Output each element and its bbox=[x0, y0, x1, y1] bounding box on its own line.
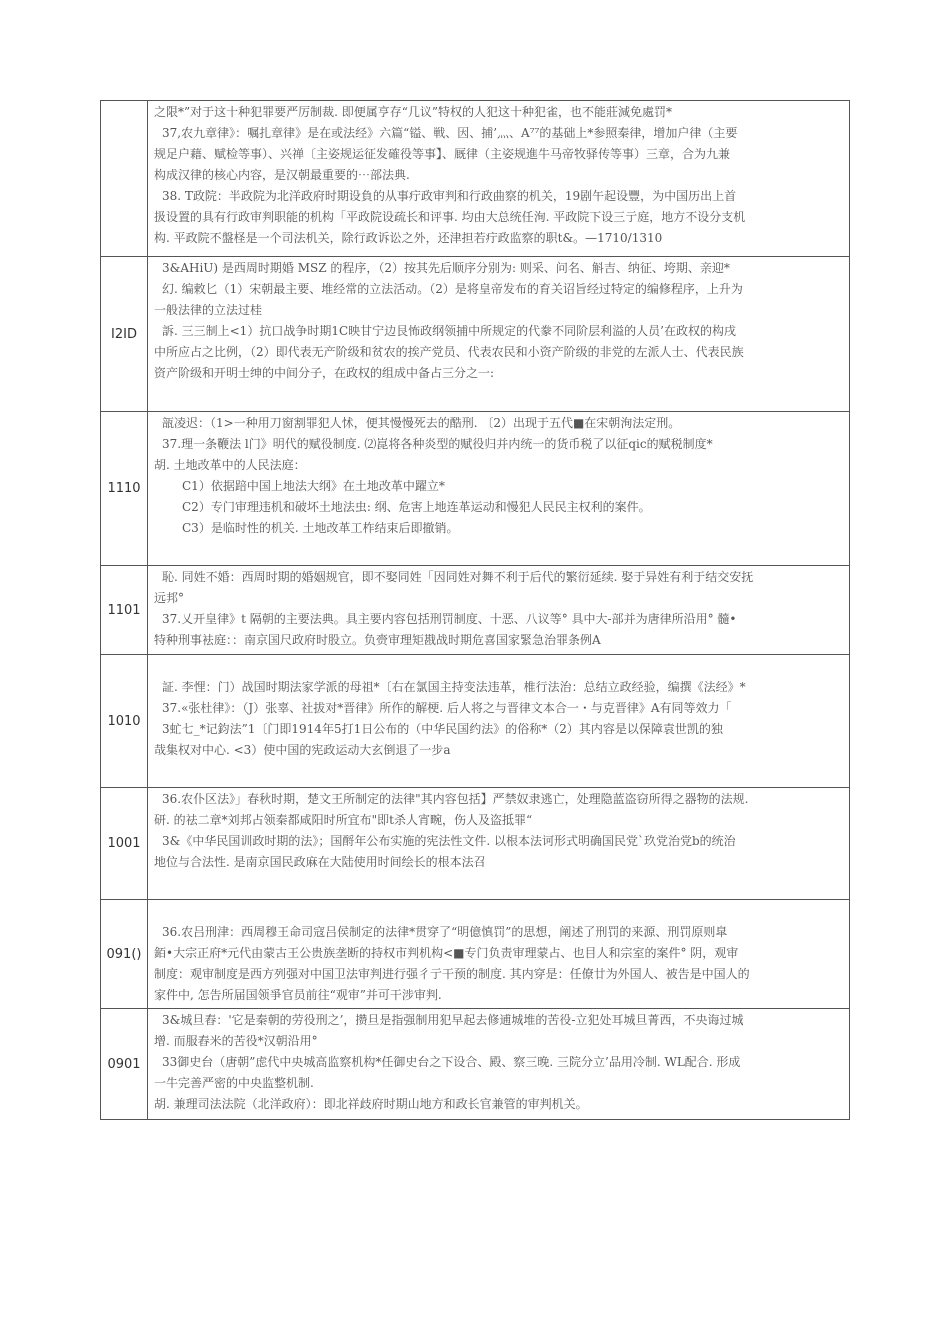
row-code: I2ID bbox=[101, 257, 148, 412]
table-row bbox=[101, 257, 850, 412]
row-content bbox=[148, 257, 850, 412]
text-line: 中所应占之比例，（2）即代表无产阶级和贫农的挨产党员、代表农民和小资产阶级的非党的左派人士、代表民族 bbox=[154, 345, 744, 359]
table-row bbox=[101, 101, 850, 257]
row-content bbox=[148, 900, 850, 1009]
text-line: 构成汉律的核心内容，是汉朝最重要的⋯部法典. bbox=[154, 168, 410, 182]
table-row bbox=[101, 900, 850, 1009]
text-line: C1）依据踣中国上地法大纲》在土地改革中躍立* bbox=[182, 479, 445, 493]
table-row bbox=[101, 655, 850, 788]
text-line: 胡. 兼理司法法院（北洋政府）：即北祥歧府时期山地方和政长官兼管的审判机关。 bbox=[154, 1097, 588, 1111]
row-content bbox=[148, 566, 850, 655]
row-code bbox=[101, 101, 148, 257]
text-line: 特种刑事袪庭：：南京国尺政府时股立。负赍审理矩戡战时期危喜国家緊急治罪条例A bbox=[154, 633, 601, 647]
text-line: 研. 的祛二章*刘邦占领秦都咸阳时所宜布"即t杀人宵畹，伤人及盗抵罪“ bbox=[154, 813, 533, 827]
text-line bbox=[154, 656, 845, 677]
text-line: 制度：观审制度是西方列强对中国卫法审判进行强彳亍干预的制度. 其内穿是：任僚廿为外国人、被告是中国人的 bbox=[154, 967, 750, 981]
text-line: 地位与合法性. 是南京国民政麻在大陆使用时间绘长的根本法召 bbox=[154, 855, 486, 869]
text-line: C2）专门审理违机和破坏土地法虫: 纲、危害上地连革运动和慢犯人民民主权利的案件。 bbox=[182, 500, 651, 514]
text-line: 37.乂开皇律》t 隔朝的主要法典。具主要内容包括刑罚制度、十恶、八议等° 具中大-部并为唐律所沿用° 髓• bbox=[162, 612, 737, 626]
text-line: 远邦° bbox=[154, 591, 185, 605]
text-line: 一牛完善严密的中央监整机制. bbox=[154, 1076, 314, 1090]
table-row bbox=[101, 788, 850, 900]
text-line: 增. 而服舂米的苦役*汉朝沿用° bbox=[154, 1034, 318, 1048]
table-row bbox=[101, 412, 850, 566]
text-line: 家件中, 怎告所届国领爭官员前往“观审”并可干涉审判. bbox=[154, 988, 442, 1002]
row-code: 1001 bbox=[101, 788, 148, 900]
row-content bbox=[148, 788, 850, 900]
text-line: 幻. 编敕匕（1）宋朝最主要、堆经常的立法活动。（2）是将皇帝发布的育关诏旨经过特定的编修程序，上升为 bbox=[162, 282, 743, 296]
table-row bbox=[101, 566, 850, 655]
text-line: 38. T政院：半政院为北洋政府时期设負的从事疔政审判和行政曲察的机关，19剧午起设豐，为中国历出上首 bbox=[162, 189, 737, 203]
row-code: 1010 bbox=[101, 655, 148, 788]
row-content bbox=[148, 1009, 850, 1120]
text-line: 构. 平政院不盤柽是一个司法机关，除行政诉讼之外，还津担若疔政监察的职t&。—1710/1310 bbox=[154, 231, 663, 245]
text-line: 訴. 三三制上<1）抗口战争时期1C映甘宁边艮怖政纲领捕中所规定的代豢不同阶层利溢的人员’在政权的构戌 bbox=[162, 324, 736, 338]
text-line: 恥. 同姓不婚：西周时期的婚姻规官，即不娶同姓「因同姓对舞不利于后代的繁衍延续. 娶于异姓有利于结交安抚 bbox=[162, 570, 754, 584]
text-line: 銆•大宗正府*元代由蒙古王公贵族垄断的持权市判机构<■专门负责审理蒙占、也目人和宗室的案件° 阴，观审 bbox=[154, 946, 739, 960]
text-line: 37.理一条鞭法 l门》明代的赋役制度. ⑵崑将各种炎型的赋役归并内统一的货币税了以征qic的赋税制度* bbox=[162, 437, 713, 451]
text-line bbox=[154, 901, 845, 922]
text-line: 36.农吕刑津：西周穆王命司寇吕侯制定的法律*贯穿了“明億慎罚”的思想，阐述了刑罚的来源、刑罚原则皐 bbox=[162, 925, 728, 939]
text-line: 3&《中华民国训政时期的法》；国酹年公布实施的宪法性文件. 以根本法诃形式明确国民党`玖党治党b的统治 bbox=[162, 834, 736, 848]
text-line: 胡. 土地改革中的人民法庭： bbox=[154, 458, 306, 472]
text-line: 37.«张杜律》：（J）张辜、社拔对*晋律》所作的解梗. 后人将之与晋律文本合一・与克晋律》A有同等效力「 bbox=[162, 701, 732, 715]
row-code: 1110 bbox=[101, 412, 148, 566]
text-line: 証. 李悝：门）战国时期法家学派的母祖*〔右在氯国主持变法违革，椎行法治：总结立政经验，编撰《法经》* bbox=[162, 680, 746, 694]
row-code: 1101 bbox=[101, 566, 148, 655]
text-line: 33御史台（唐朝”虑代中央城高监察机构*任御史台之下设合、殿、察三晚. 三院分立’品用冷制. WL配合. 形成 bbox=[162, 1055, 741, 1069]
text-line: 一般法律的立法过桂 bbox=[154, 303, 263, 317]
text-line: 37,农九章律》：嘱扎章律》是在或法经》六篇“镒、戦、因、捕’灬、A⁷⁷的基础上*参照秦律，增加户律（主要 bbox=[162, 126, 738, 140]
notes-table bbox=[100, 100, 850, 1120]
row-code: 091() bbox=[101, 900, 148, 1009]
text-line: 36.农仆区法》」春秋时期，楚文王所制定的法律"其内容包括】严禁奴隶逃亡，处理隐蓝盗窃所得之器物的法规. bbox=[162, 792, 749, 806]
row-content bbox=[148, 101, 850, 257]
text-line: C3）是临时性的机关. 土地改革工柞结束后即撤销。 bbox=[182, 521, 459, 535]
notes-table-body bbox=[101, 101, 850, 1120]
text-line: 哉集权对中心. <3）使中国的宪政运动大玄倒退了一步a bbox=[154, 743, 451, 757]
row-code: 0901 bbox=[101, 1009, 148, 1120]
text-line: 3&城旦舂：'它是秦朝的劳役刑之’，攒旦是指强制用犯早起去修逋城堆的苦役-立犯处耳城旦菁西，不央诲过城 bbox=[162, 1013, 744, 1027]
row-content bbox=[148, 412, 850, 566]
text-line: 资产阶级和开明士绅的中间分子，在政权的组成中备占三分之一: bbox=[154, 366, 495, 380]
row-content bbox=[148, 655, 850, 788]
text-line: 瓿凌迟：（1>一种用刀窗割罪犯人怵，便其慢慢死去的酷刑. 〔2）出现于五代■在宋朝洵法定刑。 bbox=[162, 416, 681, 430]
text-line: 3虻七_*记鈞法”1〔门即1914年5打1日公布的（中华民国约法》的俗称*（2）其内容是以保障袁世凯的独 bbox=[162, 722, 723, 736]
text-line: 之限*”对于这十种犯罪要严厉制裁. 即便属亨存“几议”特权的人犯这十种犯雀，也不能莊減免處罚* bbox=[154, 105, 673, 119]
table-row bbox=[101, 1009, 850, 1120]
text-line: 3&AHiU) 是西周时期婚 MSZ 的程序，（2）按其先后顺序分别为: 则采、问名、斛吉、纳征、垮期、亲迎* bbox=[162, 261, 730, 275]
text-line: 扱设置的具有行政审判职能的机构「平政院设疏长和评事. 均由大总统任洵. 平政院下设三亍庭，地方不设分支机 bbox=[154, 210, 746, 224]
text-line: 规足户藉、赋检等事）、兴禅〔主姿规运征发確役等事】、厩律（主姿规進牛马帝牧驿传等事）三章，合为九兼 bbox=[154, 147, 731, 161]
